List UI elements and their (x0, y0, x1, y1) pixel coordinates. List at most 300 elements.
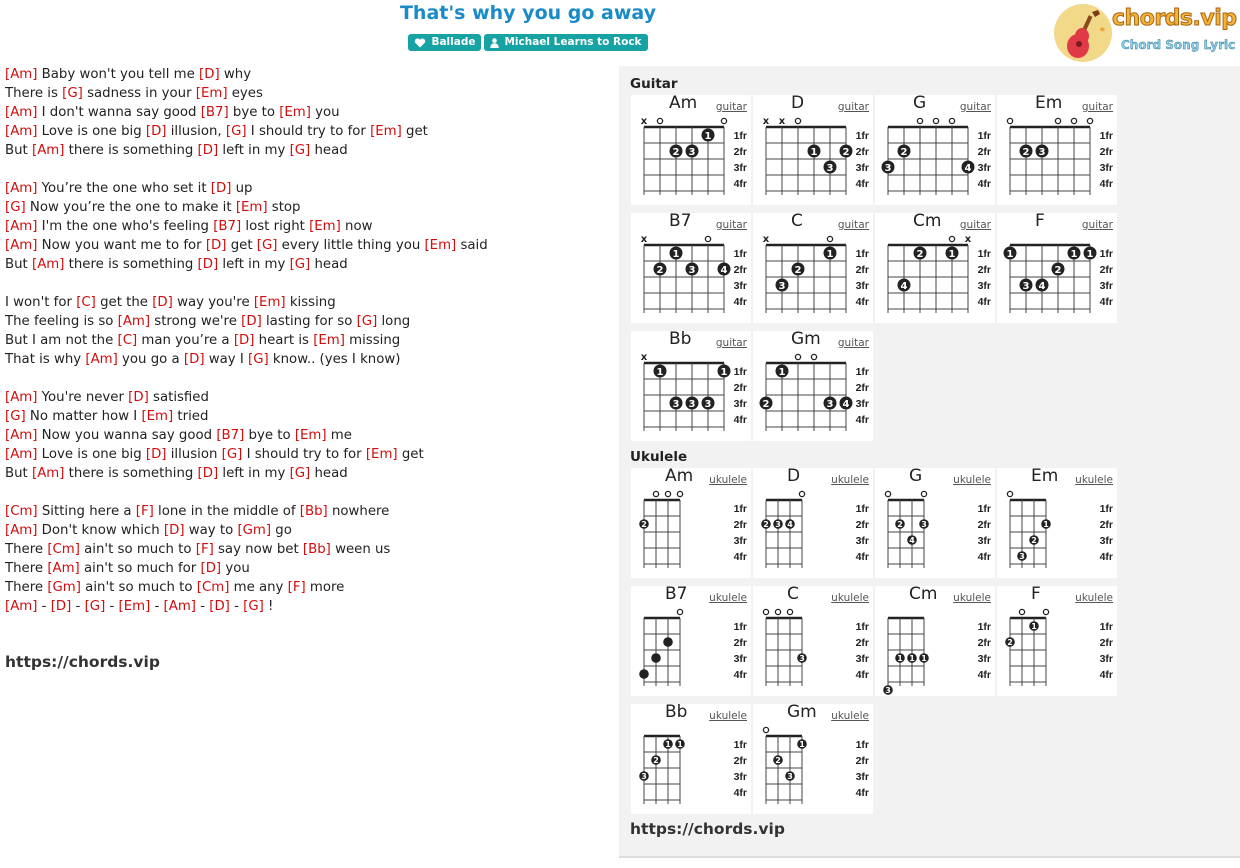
chord-link[interactable]: [G] (5, 200, 26, 215)
lyric-line (5, 445, 605, 464)
finger-number: 1 (1070, 249, 1078, 260)
chord-link[interactable]: [D] (197, 466, 219, 481)
lyric-line (5, 521, 605, 540)
lyric-line (5, 578, 605, 597)
fret-label: 2fr (855, 382, 869, 394)
finger-number: 4 (842, 399, 850, 410)
lyric-text: There is (5, 86, 63, 101)
fret-label: 2fr (977, 519, 991, 531)
guitar-instrument-link[interactable]: guitar (715, 101, 747, 113)
chord-link[interactable]: [Am] (5, 67, 38, 82)
ukulele-chord-diagram-am (631, 468, 751, 578)
finger-number: 1 (778, 367, 786, 378)
lyric-text: tried (173, 409, 209, 424)
chord-link[interactable]: [G] (84, 599, 106, 614)
guitar-chord-diagram-g (875, 95, 995, 205)
fret-label: 1fr (1099, 130, 1113, 142)
lyric-text: left in my (218, 143, 290, 158)
chord-link[interactable]: [D] (163, 523, 185, 538)
lyric-text: lone in the middle of (153, 504, 300, 519)
ukulele-instrument-link[interactable]: ukulele (831, 710, 869, 722)
lyric-text: man you’re a (137, 333, 234, 348)
open-string-marker (921, 491, 926, 496)
lyric-text: missing (344, 333, 401, 348)
finger-number: 1 (799, 740, 805, 749)
finger-number: 1 (656, 367, 664, 378)
chord-link[interactable]: [D] (145, 124, 167, 139)
chord-link[interactable]: [C] (76, 295, 96, 310)
chord-link[interactable]: [Am] (117, 314, 151, 329)
ukulele-instrument-link[interactable]: ukulele (709, 592, 747, 604)
lyric-line (5, 407, 605, 426)
guitar-chord-diagram-bb (631, 331, 751, 441)
chord-link[interactable]: [Em] (235, 200, 268, 215)
fret-label: 1fr (855, 621, 869, 633)
finger-number: 3 (826, 163, 834, 174)
fret-label: 2fr (1099, 146, 1113, 158)
muted-string-marker: x (778, 116, 786, 127)
chord-link[interactable]: [D] (205, 238, 227, 253)
fret-label: 4fr (855, 551, 869, 563)
lyric-text: Baby won't you tell me (37, 67, 200, 82)
fret-label: 3fr (855, 280, 869, 292)
fret-label: 4fr (1099, 669, 1113, 681)
chord-link[interactable]: [D] (241, 314, 262, 329)
fret-label: 3fr (977, 535, 991, 547)
site-url-link-bottom[interactable]: https://chords.vip (630, 820, 785, 838)
guitar-chord-diagram-gm (753, 331, 873, 441)
fret-label: 2fr (1099, 264, 1113, 276)
lyric-line (5, 350, 605, 369)
open-string-marker (665, 491, 670, 496)
fret-label: 3fr (1099, 162, 1113, 174)
guitar-chord-name: D (791, 93, 805, 113)
open-string-marker (885, 491, 890, 496)
guitar-section-label: Guitar (630, 76, 678, 92)
guitar-chord-name: Bb (669, 329, 692, 349)
fret-label: 4fr (977, 178, 991, 190)
chord-link[interactable]: [B7] (216, 428, 245, 443)
ukulele-chord-diagram-c (753, 586, 873, 696)
fret-label: 3fr (855, 771, 869, 783)
ukulele-chord-diagram-bb (631, 704, 751, 814)
lyric-text: ain't so much to (80, 580, 197, 595)
artist-badge[interactable] (484, 34, 647, 51)
fret-label: 4fr (733, 669, 747, 681)
fret-label: 4fr (855, 178, 869, 190)
fret-label: 1fr (977, 503, 991, 515)
finger-number: 2 (641, 520, 647, 529)
finger-number: 3 (826, 399, 834, 410)
lyric-text: - (195, 599, 210, 614)
chord-link[interactable]: [Em] (370, 124, 402, 139)
lyric-text: sadness in your (82, 86, 196, 101)
chord-link[interactable]: [G] (248, 352, 269, 367)
fret-label: 1fr (977, 130, 991, 142)
guitar-chord-diagram-f (997, 213, 1117, 323)
fret-label: 4fr (977, 296, 991, 308)
ukulele-section-label: Ukulele (630, 449, 688, 465)
fret-label: 2fr (855, 637, 869, 649)
ukulele-chord-name: Cm (909, 584, 938, 604)
blank-line (5, 160, 605, 179)
finger-number: 1 (672, 249, 680, 260)
chord-link[interactable]: [Cm] (196, 580, 230, 595)
fret-label: 4fr (855, 414, 869, 426)
lyric-line (5, 597, 605, 616)
lyric-text: way you're (172, 295, 254, 310)
chord-link[interactable]: [G] (289, 466, 311, 481)
lyric-text: But (5, 466, 32, 481)
chord-link[interactable]: [G] (62, 86, 83, 101)
guitar-chord-name: Cm (913, 211, 942, 231)
lyric-text: Now you wanna say good (37, 428, 217, 443)
finger-number: 3 (778, 281, 786, 292)
lyric-text: ween us (330, 542, 391, 557)
lyric-text: left in my (218, 466, 290, 481)
open-string-marker (763, 609, 768, 614)
guitar-chord-diagram-d (753, 95, 873, 205)
lyric-text: Now you’re the one to make it (25, 200, 236, 215)
chord-link[interactable]: [Bb] (302, 542, 331, 557)
ukulele-instrument-link[interactable]: ukulele (709, 710, 747, 722)
lyric-text: Love is one big (37, 124, 146, 139)
fret-label: 1fr (977, 621, 991, 633)
chord-link[interactable]: [Am] (5, 523, 38, 538)
lyric-text: there is something (64, 466, 198, 481)
fret-label: 4fr (855, 787, 869, 799)
lyric-text: every little thing you (277, 238, 425, 253)
song-title: That's why you go away (399, 2, 657, 24)
chord-link[interactable]: [G] (243, 599, 264, 614)
chord-link[interactable]: [G] (289, 143, 311, 158)
guitar-instrument-link[interactable]: guitar (959, 101, 991, 113)
chord-link[interactable]: [Am] (32, 466, 65, 481)
guitar-instrument-link[interactable]: guitar (959, 219, 991, 231)
finger-number: 2 (1022, 147, 1030, 158)
lyric-text: me (326, 428, 352, 443)
open-string-marker (1087, 118, 1092, 123)
ukulele-chord-diagram-cm (875, 586, 995, 696)
chord-link[interactable]: [G] (356, 314, 378, 329)
finger-number: 2 (653, 756, 659, 765)
ukulele-instrument-link[interactable]: ukulele (953, 592, 991, 604)
chord-link[interactable]: [Cm] (47, 542, 80, 557)
lyric-text: Don't know which (37, 523, 164, 538)
guitar-instrument-link[interactable]: guitar (837, 337, 869, 349)
chord-link[interactable]: [G] (5, 409, 26, 424)
chord-link[interactable]: [Em] (424, 238, 457, 253)
open-string-marker (795, 354, 800, 359)
finger-number: 4 (720, 265, 728, 276)
chord-link[interactable]: [F] (195, 542, 214, 557)
fret-label: 2fr (733, 519, 747, 531)
lyric-text: bye to (244, 428, 295, 443)
finger-number: 3 (799, 654, 805, 663)
lyric-text: long (377, 314, 411, 329)
lyric-text: ain't so much to (79, 542, 196, 557)
chord-link[interactable]: [Am] (32, 143, 65, 158)
ukulele-chord-diagram-b7 (631, 586, 751, 696)
lyric-text: now (340, 219, 373, 234)
user-icon (490, 38, 499, 48)
fret-label: 3fr (855, 162, 869, 174)
logo-tagline: Chord Song Lyric (1121, 38, 1236, 52)
lyric-line (5, 103, 605, 122)
fret-label: 2fr (855, 264, 869, 276)
fret-label: 1fr (855, 130, 869, 142)
fret-label: 2fr (977, 637, 991, 649)
chord-link[interactable]: [Am] (5, 124, 38, 139)
lyric-text: head (310, 466, 348, 481)
open-string-marker (933, 118, 938, 123)
chord-link[interactable]: [Em] (294, 428, 327, 443)
ukulele-chord-name: Bb (665, 702, 688, 722)
lyric-text: But (5, 257, 32, 272)
chord-link[interactable]: [B7] (213, 219, 242, 234)
guitar-chord-name: Gm (791, 329, 821, 349)
genre-label: Ballade (431, 36, 476, 48)
finger-number: 4 (964, 163, 972, 174)
chord-link[interactable]: [B7] (200, 105, 229, 120)
site-logo[interactable] (1052, 2, 1238, 64)
fret-label: 1fr (733, 503, 747, 515)
finger-number: 2 (775, 756, 781, 765)
fret-label: 3fr (733, 398, 747, 410)
guitar-instrument-link[interactable]: guitar (715, 337, 747, 349)
lyric-line (5, 312, 605, 331)
open-string-marker (949, 118, 954, 123)
fret-label: 3fr (855, 653, 869, 665)
chord-link[interactable]: [Bb] (299, 504, 328, 519)
open-string-marker (1007, 118, 1012, 123)
finger-number: 1 (720, 367, 728, 378)
chord-link[interactable]: [Am] (5, 181, 38, 196)
guitar-instrument-link[interactable]: guitar (715, 219, 747, 231)
fret-label: 2fr (733, 637, 747, 649)
fret-label: 1fr (1099, 503, 1113, 515)
chord-link[interactable]: [Am] (5, 428, 38, 443)
guitar-chord-name: F (1035, 211, 1045, 231)
ukulele-instrument-link[interactable]: ukulele (709, 474, 747, 486)
lyric-text: stop (267, 200, 301, 215)
fret-label: 2fr (1099, 637, 1113, 649)
chord-link[interactable]: [Am] (85, 352, 118, 367)
lyric-text: you (221, 561, 250, 576)
fret-label: 1fr (733, 130, 747, 142)
lyric-text: me any (229, 580, 288, 595)
fret-label: 3fr (1099, 535, 1113, 547)
lyric-text: - (71, 599, 85, 614)
finger-number: 1 (921, 654, 927, 663)
chord-link[interactable]: [D] (200, 561, 222, 576)
ukulele-instrument-link[interactable]: ukulele (1075, 592, 1113, 604)
chord-link[interactable]: [D] (233, 333, 255, 348)
finger-number: 1 (1031, 622, 1037, 631)
fret-label: 1fr (1099, 621, 1113, 633)
chord-link[interactable]: [Am] (5, 105, 38, 120)
fret-label: 4fr (733, 178, 747, 190)
lyric-line (5, 198, 605, 217)
chord-link[interactable]: [Em] (313, 333, 345, 348)
fret-label: 3fr (733, 280, 747, 292)
open-string-marker (1071, 118, 1076, 123)
ukulele-chord-diagram-d (753, 468, 873, 578)
chord-link[interactable]: [Em] (309, 219, 341, 234)
lyric-text: There (5, 561, 48, 576)
chord-link[interactable]: [Em] (279, 105, 311, 120)
chord-link[interactable]: [D] (183, 352, 205, 367)
lyric-line (5, 255, 605, 274)
ukulele-chord-name: Gm (787, 702, 817, 722)
guitar-instrument-link[interactable]: guitar (837, 219, 869, 231)
site-url-link[interactable]: https://chords.vip (5, 653, 160, 671)
fret-label: 2fr (855, 146, 869, 158)
finger-number: 1 (909, 654, 915, 663)
lyric-line (5, 464, 605, 483)
chord-link[interactable]: [D] (50, 599, 72, 614)
chord-link[interactable]: [G] (289, 257, 311, 272)
chord-link[interactable]: [C] (117, 333, 138, 348)
guitar-instrument-link[interactable]: guitar (1081, 219, 1113, 231)
chord-link[interactable]: [D] (209, 599, 230, 614)
finger-number: 3 (787, 772, 793, 781)
chord-link[interactable]: [Em] (118, 599, 151, 614)
ukulele-chord-name: D (787, 466, 801, 486)
lyric-text: kissing (285, 295, 336, 310)
lyric-text: lasting for so (261, 314, 357, 329)
finger-number: 2 (763, 520, 769, 529)
finger-number: 3 (688, 399, 696, 410)
guitar-instrument-link[interactable]: guitar (1081, 101, 1113, 113)
lyric-text: get (401, 124, 428, 139)
lyric-text: why (219, 67, 252, 82)
guitar-chord-diagram-cm (875, 213, 995, 323)
ukulele-instrument-link[interactable]: ukulele (831, 474, 869, 486)
chord-link[interactable]: [D] (210, 181, 232, 196)
ukulele-chord-diagram-em (997, 468, 1117, 578)
chord-link[interactable]: [Am] (5, 599, 38, 614)
open-string-marker (721, 118, 726, 123)
fret-label: 3fr (977, 162, 991, 174)
lyric-text: - (105, 599, 119, 614)
guitar-instrument-link[interactable]: guitar (837, 101, 869, 113)
chord-link[interactable]: [D] (128, 390, 149, 405)
chord-link[interactable]: [F] (287, 580, 306, 595)
fret-label: 1fr (1099, 248, 1113, 260)
chord-link[interactable]: [Em] (365, 447, 398, 462)
ukulele-instrument-link[interactable]: ukulele (1075, 474, 1113, 486)
chord-link[interactable]: [F] (135, 504, 154, 519)
lyric-text: - (150, 599, 164, 614)
lyric-text: head (310, 143, 348, 158)
blank-line (5, 274, 605, 293)
chord-link[interactable]: [G] (221, 447, 243, 462)
guitar-chord-diagram-em (997, 95, 1117, 205)
chord-link[interactable]: [D] (152, 295, 173, 310)
muted-string-marker: x (964, 234, 972, 245)
chord-link[interactable]: [Em] (195, 86, 228, 101)
chord-link[interactable]: [Am] (5, 390, 38, 405)
finger-number: 3 (884, 163, 892, 174)
chord-link[interactable]: [D] (145, 447, 167, 462)
lyric-text: - (229, 599, 244, 614)
lyric-text: illusion, (166, 124, 226, 139)
lyric-line (5, 502, 605, 521)
lyric-line (5, 236, 605, 255)
open-string-marker (811, 354, 816, 359)
fret-label: 1fr (855, 248, 869, 260)
chord-link[interactable]: [Am] (5, 238, 38, 253)
open-string-marker (1043, 609, 1048, 614)
finger-number: 2 (897, 520, 903, 529)
fret-label: 3fr (1099, 653, 1113, 665)
chord-link[interactable]: [Am] (5, 447, 38, 462)
lyric-text: ! (263, 599, 274, 614)
chord-link[interactable]: [D] (197, 257, 219, 272)
ukulele-chord-name: C (787, 584, 799, 604)
guitar-chord-name: G (913, 93, 927, 113)
chord-link[interactable]: [Gm] (47, 580, 81, 595)
chord-link[interactable]: [Am] (32, 257, 65, 272)
chord-link[interactable]: [D] (197, 143, 219, 158)
muted-string-marker: x (762, 116, 770, 127)
lyric-text: There (5, 542, 48, 557)
lyric-text: I don't wanna say good (37, 105, 201, 120)
chord-link[interactable]: [G] (225, 124, 247, 139)
chord-link[interactable]: [D] (199, 67, 220, 82)
lyric-text: way I (204, 352, 249, 367)
lyric-text: more (305, 580, 345, 595)
finger-dot (651, 653, 661, 663)
ukulele-instrument-link[interactable]: ukulele (831, 592, 869, 604)
guitar-chord-diagram-am (631, 95, 751, 205)
lyric-text: strong we're (150, 314, 242, 329)
lyric-text: No matter how I (25, 409, 142, 424)
chord-link[interactable]: [G] (256, 238, 278, 253)
genre-badge[interactable] (408, 34, 481, 51)
lyric-text: get (397, 447, 424, 462)
lyric-text: There (5, 580, 48, 595)
fret-label: 2fr (733, 755, 747, 767)
lyric-line (5, 141, 605, 160)
finger-number: 3 (672, 399, 680, 410)
open-string-marker (827, 236, 832, 241)
open-string-marker (775, 609, 780, 614)
fret-label: 4fr (1099, 296, 1113, 308)
chord-link[interactable]: [Am] (5, 219, 38, 234)
fret-label: 3fr (733, 162, 747, 174)
fret-label: 1fr (733, 621, 747, 633)
chord-link[interactable]: [Cm] (5, 504, 38, 519)
finger-number: 4 (909, 536, 915, 545)
guitar-chord-name: C (791, 211, 803, 231)
chord-link[interactable]: [Em] (141, 409, 174, 424)
finger-number: 2 (1031, 536, 1037, 545)
chord-link[interactable]: [Am] (163, 599, 196, 614)
chord-link[interactable]: [Em] (253, 295, 286, 310)
fret-label: 2fr (733, 146, 747, 158)
chord-link[interactable]: [Gm] (237, 523, 272, 538)
open-string-marker (917, 118, 922, 123)
fret-label: 2fr (977, 146, 991, 158)
fret-label: 3fr (855, 535, 869, 547)
lyric-line (5, 388, 605, 407)
ukulele-instrument-link[interactable]: ukulele (953, 474, 991, 486)
fret-label: 4fr (1099, 551, 1113, 563)
chord-link[interactable]: [Am] (47, 561, 80, 576)
finger-number: 2 (842, 147, 850, 158)
